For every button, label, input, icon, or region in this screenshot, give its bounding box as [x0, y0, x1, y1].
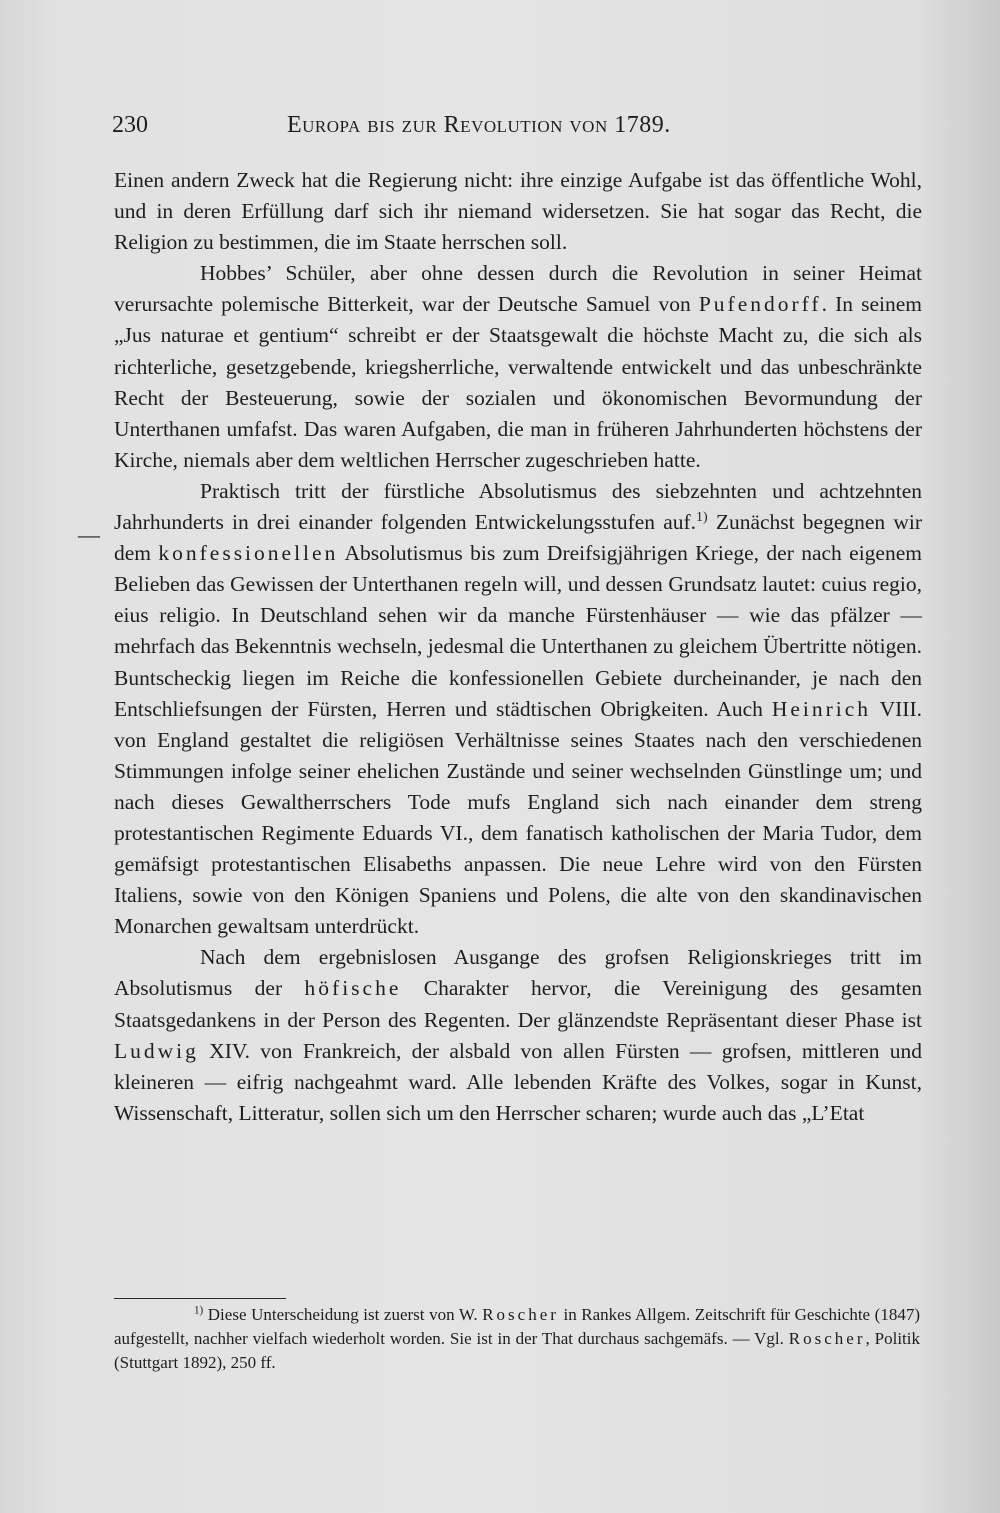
footnote-reference: 1)	[696, 509, 708, 525]
spaced-name: Roscher	[482, 1305, 559, 1324]
spaced-term: konfessionellen	[158, 541, 339, 566]
text-run: Charakter hervor, die Vereinigung des gesamten Staatsgedankens in der Person des Regenten. Der glänzendste Repräsentant dieser Phase ist	[114, 976, 922, 1032]
spaced-name: Ludwig	[114, 1038, 199, 1063]
text-run: in Rankes Allgem. Zeitschrift für Geschichte (1847) aufgestellt, nachher vielfach wiederholt worden. Sie ist in der That durchaus sachgemäfs. — Vgl.	[114, 1305, 920, 1348]
footnote	[114, 1303, 920, 1375]
spaced-term: höfische	[304, 976, 402, 1001]
footnote-rule	[114, 1298, 286, 1299]
text-run: Absolutismus bis zum Dreifsigjährigen Kriege, der nach eigenem Belieben das Gewissen der Unterthanen regeln will, und dessen Grundsatz lautet: cuius regio, eius religio. In Deutschland sehen wir da manche Fürstenhäuser — wie das pfälzer — mehrfach das Bekenntnis wechseln, jedesmal die Unterthanen zu gleichem Übertritte nötigen. Buntscheckig liegen im Reiche die konfessionellen Gebiete durcheinander, je nach den Entschliefsungen der Fürsten, Herren und städtischen Obrigkeiten. Auch	[114, 541, 922, 721]
paragraph-1: Einen andern Zweck hat die Regierung nicht: ihre einzige Aufgabe ist das öffentliche Wohl, und in deren Erfüllung darf sich ihr niemand widersetzen. Sie hat sogar das Recht, die Religion zu bestimmen, die im Staate herrschen soll.	[114, 168, 922, 255]
text-run: Nach dem ergebnislosen Ausgange des grofsen Religionskrieges tritt im Absolutismus der	[114, 945, 922, 1001]
text-run: XIV. von Frankreich, der alsbald von allen Fürsten — grofsen, mittleren und kleineren — eifrig nachgeahmt ward. Alle lebenden Kräfte des Volkes, sogar in Kunst, Wissenschaft, Litteratur, sollen sich um den Herrscher scharen; wurde auch das „L’Etat	[114, 1038, 922, 1125]
spaced-name: Roscher	[788, 1329, 866, 1348]
text-run: Diese Unterscheidung ist zuerst von W.	[203, 1305, 483, 1324]
text-run: Zunächst begegnen wir dem	[114, 510, 922, 566]
text-run: VIII. von England gestaltet die religiösen Verhältnisse seines Staates nach den verschiedenen Stimmungen infolge seiner ehelichen Zustände und seiner wechselnden Günstlinge um; und nach dieses Gewaltherrschers Tode mufs England sich nach einander dem streng protestantischen Regimente Eduards VI., dem fanatisch katholischen der Maria Tudor, dem gemäfsigt protestantischen Elisabeths anpassen. Die neue Lehre wird von den Fürsten Italiens, sowie von den Königen Spaniens und Polens, die alte von den skandinavischen Monarchen gewaltsam unterdrückt.	[114, 696, 922, 939]
spaced-name: Pufendorff	[698, 292, 822, 317]
footnote-text	[114, 1303, 920, 1375]
page-number: 230	[112, 112, 148, 138]
footnote-marker: 1)	[194, 1304, 204, 1317]
running-head: Europa bis zur Revolution von 1789.	[287, 112, 671, 138]
spaced-name: Heinrich	[771, 696, 872, 721]
text-run: Hobbes’ Schüler, aber ohne dessen durch die Revolution in seiner Heimat verursachte polemische Bitterkeit, war der Deutsche Samuel von	[114, 261, 922, 317]
text-run: . In seinem „Jus naturae et gentium“ schreibt er der Staatsgewalt die höchste Macht zu, die sich als richterliche, gesetzgebende, kriegsherrliche, verwaltende entwickelt und das unbeschränkte Recht der Besteuerung, sowie der sozialen und ökonomischen Bevormundung der Unterthanen umfafst. Das waren Aufgaben, die man in früheren Jahrhunderten höchstens der Kirche, niemals aber dem weltlichen Herrscher zugeschrieben hatte.	[114, 292, 922, 472]
margin-mark: —	[78, 522, 100, 547]
text-run: , Politik (Stuttgart 1892), 250 ff.	[114, 1329, 920, 1372]
page-header	[112, 112, 922, 144]
paragraph-2	[114, 258, 922, 476]
paragraph-3	[114, 476, 922, 942]
body-text	[114, 165, 922, 1129]
text-run: Praktisch tritt der fürstliche Absolutismus des siebzehnten und achtzehnten Jahrhunderts in drei einander folgenden Entwickelungsstufen auf.	[114, 478, 922, 535]
paragraph-4	[114, 942, 922, 1129]
